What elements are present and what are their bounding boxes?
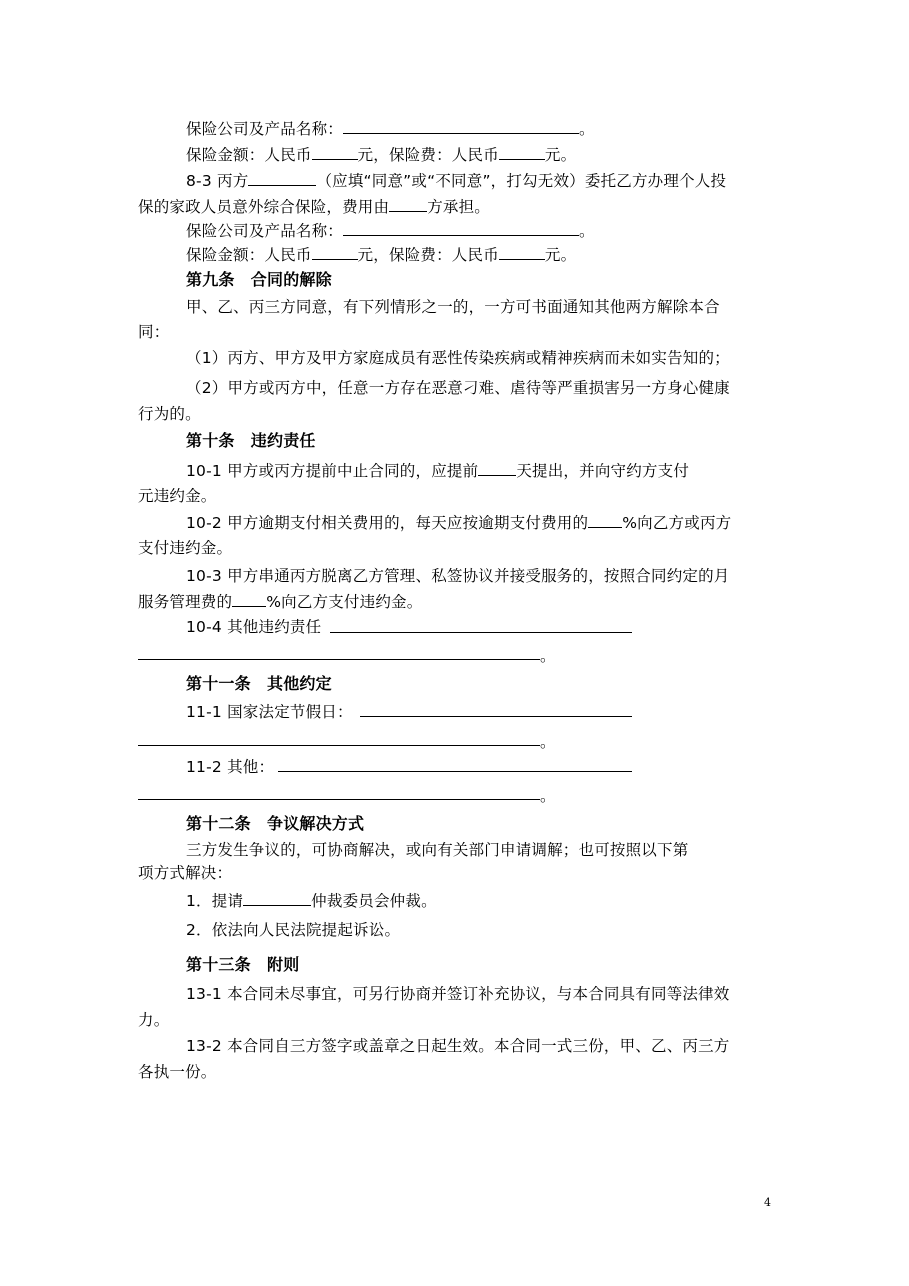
insurance-company-blank[interactable]: [343, 118, 579, 134]
other-liability-blank-2[interactable]: [138, 659, 540, 660]
other-liability-blank[interactable]: [330, 632, 632, 633]
clause-10-4: 10-4 其他违约责任: [186, 618, 322, 636]
clause-10-3: 10-3 甲方串通丙方脱离乙方管理、私签协议并接受服务的，按照合同约定的月: [186, 567, 730, 585]
clause-10-3-cont: 服务管理费的 %向乙方支付违约金。: [138, 593, 423, 611]
article-9-item-1: （1）丙方、甲方及甲方家庭成员有恶性传染疾病或精神疾病而未如实告知的；: [186, 349, 730, 367]
dispute-option-2: 2．依法向人民法院提起诉讼。: [186, 921, 401, 939]
clause-10-1: 10-1 甲方或丙方提前中止合同的，应提前 天提出，并向守约方支付: [186, 462, 690, 480]
document-page: 保险公司及产品名称： 。 保险金额：人民币 元，保险费：人民币 元。 8-3 丙方 （应填“同意”或“不同意”，打勾无效）委托乙方办理个人投 保的家政人员意外综合保险，费用由 方承担。 保险公司及产品名称： 。 保险金额：人民币 元，保险费：人民币 元。 第九条 合同的解除 甲、乙、丙三方同意，有下列情形之一的，一方可书面通知其他两方解除本合 同： （1）丙方、甲方及甲方家庭成员有恶性传染疾病或精神疾病而未如实告知的； （2）甲方或丙方中，任意一方存在恶意刁难、虐待等严重损害另一方身心健康 行为的。 第十条 违约责任 10-1 甲方或丙方提前中止合同的，应提前 天提出，并向守约方支付 元违约金。 10-2 甲方逾期支付相关费用的，每天应按逾期支付费用的 %向乙方或丙方 支付违约金。 10-3 甲方串通丙方脱离乙方管理、私签协议并接受服务的，按照合同约定的月 服务管理费的 %向乙方支付违约金。 10-4 其他违约责任 。 第十一条 其他约定 11-1 国家法定节假日： 。 11-2 其他： 。 第十二条 争议解决方式 三方发生争议的，可协商解决，或向有关部门申请调解；也可按照以下第 项方式解决： 1．提请 仲裁委员会仲裁。 2．依法向人民法院提起诉讼。 第十三条 附则 13-1 本合同未尽事宜，可另行协商并签订补充协议，与本合同具有同等法律效 力。 13-2 本合同自三方签字或盖章之日起生效。本合同一式三份，甲、乙、丙三方 各执一份。 4: [138, 120, 771, 1209]
article-9-item-2: （2）甲方或丙方中，任意一方存在恶意刁难、虐待等严重损害另一方身心健康: [186, 379, 730, 397]
other-terms-blank-2[interactable]: [138, 799, 540, 800]
clause-8-3-line-1: 8-3 丙方 （应填“同意”或“不同意”，打勾无效）委托乙方办理个人投: [186, 172, 727, 190]
clause-13-2-cont: 各执一份。: [138, 1063, 217, 1081]
premium-blank[interactable]: [499, 144, 545, 160]
clause-8-3-line-2: 保的家政人员意外综合保险，费用由 方承担。: [138, 198, 491, 216]
insurance-amount-line-2: 保险金额：人民币 元，保险费：人民币 元。: [186, 246, 577, 264]
clause-13-1-cont: 力。: [138, 1011, 170, 1029]
clause-13-2: 13-2 本合同自三方签字或盖章之日起生效。本合同一式三份，甲、乙、丙三方: [186, 1037, 730, 1055]
holidays-blank[interactable]: [360, 716, 632, 717]
premium-blank[interactable]: [499, 244, 545, 260]
article-11-title: 第十一条 其他约定: [186, 674, 332, 693]
article-10-title: 第十条 违约责任: [186, 431, 316, 450]
article-9-intro-cont: 同：: [138, 323, 170, 341]
late-fee-percent-blank[interactable]: [588, 512, 622, 528]
insurance-company-line-1: 保险公司及产品名称： 。: [186, 120, 595, 138]
insurance-company-line-2: 保险公司及产品名称： 。: [186, 222, 595, 240]
clause-11-1: 11-1 国家法定节假日：: [186, 703, 353, 721]
page-number: 4: [764, 1196, 771, 1209]
article-9-title: 第九条 合同的解除: [186, 270, 332, 289]
holidays-blank-2[interactable]: [138, 745, 540, 746]
insurance-company-label: 保险公司及产品名称：: [186, 120, 344, 138]
clause-11-2: 11-2 其他：: [186, 758, 275, 776]
arbitration-commission-blank[interactable]: [243, 890, 311, 906]
article-12-title: 第十二条 争议解决方式: [186, 814, 365, 833]
insured-amount-blank[interactable]: [312, 144, 358, 160]
clause-10-2: 10-2 甲方逾期支付相关费用的，每天应按逾期支付费用的 %向乙方或丙方: [186, 514, 732, 532]
clause-10-2-cont: 支付违约金。: [138, 539, 233, 557]
insured-amount-blank[interactable]: [312, 244, 358, 260]
other-terms-blank[interactable]: [278, 771, 632, 772]
article-9-intro: 甲、乙、丙三方同意，有下列情形之一的，一方可书面通知其他两方解除本合: [186, 298, 720, 316]
fee-payer-blank[interactable]: [389, 196, 427, 212]
dispute-option-1: 1．提请 仲裁委员会仲裁。: [186, 892, 437, 910]
article-12-intro-cont: 项方式解决：: [138, 864, 233, 882]
article-13-title: 第十三条 附则: [186, 955, 300, 974]
notice-days-blank[interactable]: [478, 460, 516, 476]
insurance-company-blank[interactable]: [343, 220, 579, 236]
article-12-intro: 三方发生争议的，可协商解决，或向有关部门申请调解；也可按照以下第: [186, 841, 689, 859]
penalty-percent-blank[interactable]: [232, 591, 266, 607]
article-9-item-2-cont: 行为的。: [138, 405, 201, 423]
clause-13-1: 13-1 本合同未尽事宜，可另行协商并签订补充协议，与本合同具有同等法律效: [186, 985, 730, 1003]
consent-blank[interactable]: [248, 170, 316, 186]
insurance-amount-line-1: 保险金额：人民币 元，保险费：人民币 元。: [186, 146, 577, 164]
clause-10-1-cont: 元违约金。: [138, 487, 217, 505]
